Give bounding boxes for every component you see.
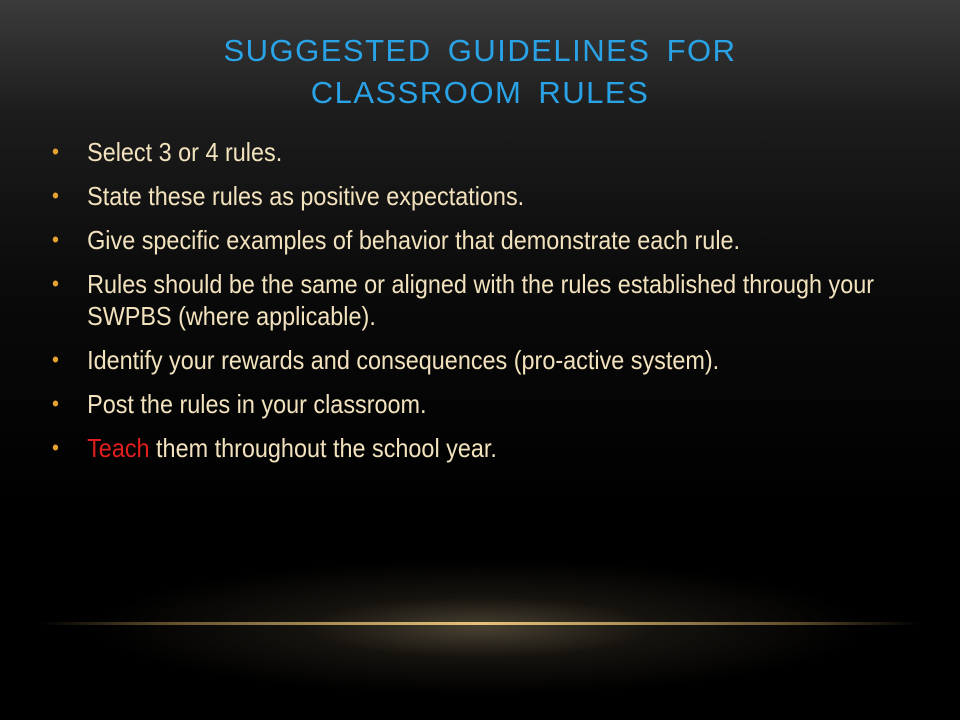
bullet-icon: • [52, 183, 59, 208]
bullet-icon: • [52, 227, 59, 252]
bullet-list [52, 136, 875, 476]
bullet-icon: • [52, 435, 59, 460]
bullet-text: State these rules as positive expectations. [87, 181, 525, 211]
list-item [52, 432, 924, 464]
bullet-text: Rules should be the same or aligned with the rules established through your SWPBS (where applicable). [87, 269, 875, 331]
bullet-icon: • [52, 347, 59, 372]
list-item [52, 136, 924, 168]
bullet-text: Post the rules in your classroom. [87, 389, 427, 419]
bullet-text: Select 3 or 4 rules. [87, 137, 283, 167]
bullet-icon: • [52, 391, 59, 416]
list-item [52, 224, 924, 256]
bottom-glow [80, 560, 880, 710]
title-line-2: CLASSROOM RULES [310, 75, 650, 110]
bullet-text: Give specific examples of behavior that demonstrate each rule. [87, 225, 741, 255]
list-item [52, 268, 924, 332]
bullet-text: them throughout the school year. [149, 433, 497, 463]
divider-line [40, 622, 920, 625]
slide-title [0, 30, 960, 114]
list-item [52, 180, 924, 212]
bullet-icon: • [52, 271, 59, 296]
title-line-1: SUGGESTED GUIDELINES FOR [223, 33, 737, 68]
list-item [52, 388, 924, 420]
highlight-text: Teach [87, 433, 150, 463]
list-item [52, 344, 924, 376]
bullet-text: Identify your rewards and consequences (pro-active system). [87, 345, 720, 375]
bullet-icon: • [52, 139, 59, 164]
